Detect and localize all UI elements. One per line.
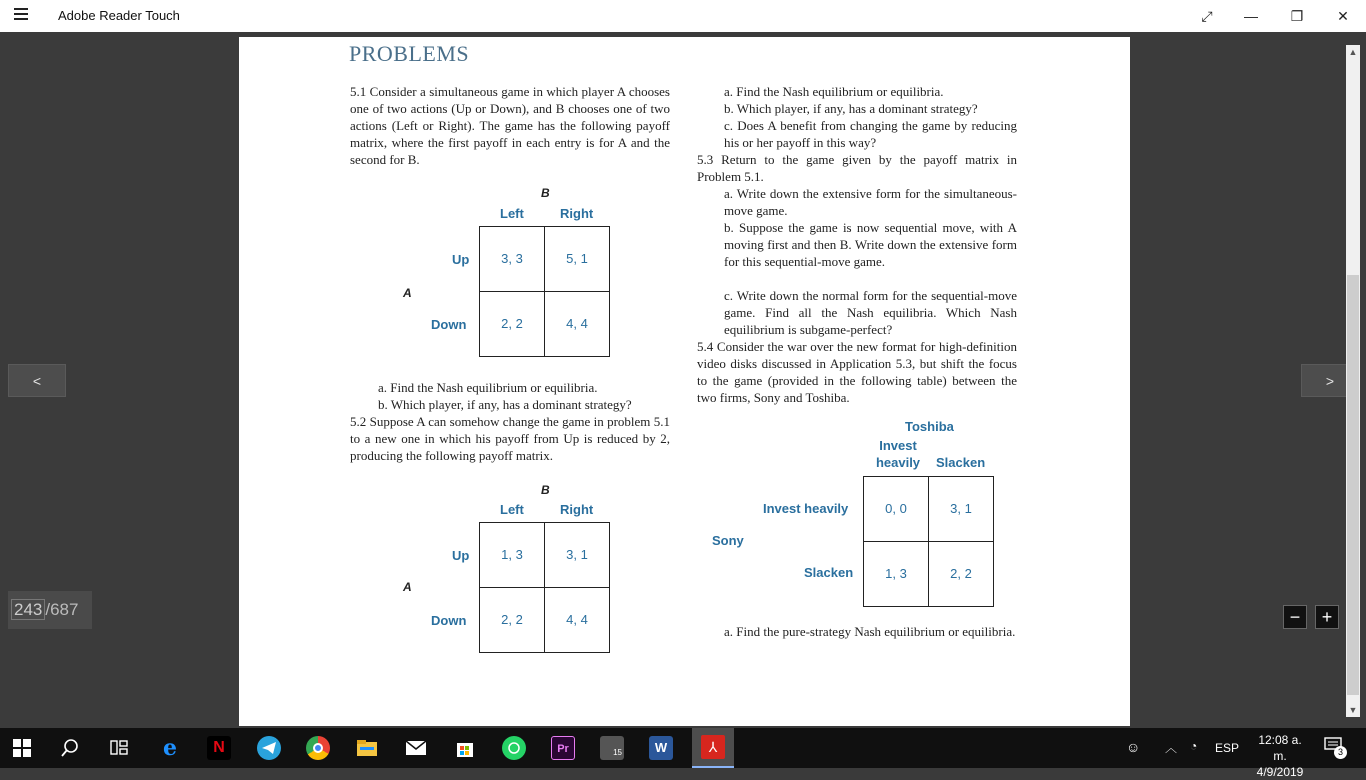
windows-start-icon[interactable]: [10, 736, 34, 760]
hamburger-menu-icon[interactable]: [14, 8, 28, 22]
minimize-button[interactable]: —: [1244, 8, 1258, 24]
restore-button[interactable]: ❐: [1290, 8, 1304, 24]
telegram-icon[interactable]: [257, 736, 281, 760]
matrix2-cell: 4, 4: [544, 587, 610, 653]
chrome-icon[interactable]: [306, 736, 330, 760]
problem-5-3-b: b. Suppose the game is now sequential move, with A moving first and then B. Write down the extensive form for this sequential-move game.: [724, 220, 1017, 269]
matrix1-col-right: Right: [560, 206, 594, 221]
problem-5-1-b: b. Which player, if any, has a dominant strategy?: [378, 397, 632, 412]
mail-icon[interactable]: [404, 736, 428, 760]
matrix2-cell: 1, 3: [479, 522, 545, 588]
problem-5-1-a: a. Find the Nash equilibrium or equilibria.: [378, 380, 598, 395]
clock-time: 12:08 a. m.: [1258, 733, 1302, 763]
scroll-down-icon[interactable]: ▼: [1348, 705, 1358, 715]
scrollbar-thumb[interactable]: [1347, 275, 1359, 695]
input-language[interactable]: ESP: [1215, 741, 1240, 755]
previous-page-button[interactable]: <: [8, 364, 66, 397]
premiere-icon[interactable]: Pr: [551, 736, 575, 760]
total-pages: /687: [45, 600, 79, 619]
netflix-icon[interactable]: N: [207, 736, 231, 760]
fullscreen-icon[interactable]: ⤢: [1201, 8, 1213, 24]
matrix3-cell: 3, 1: [928, 476, 994, 542]
matrix2-col-player: B: [541, 483, 550, 497]
task-view-icon[interactable]: [107, 736, 131, 760]
problem-5-3-a: a. Write down the extensive form for the simultaneous-move game.: [724, 186, 1017, 218]
matrix2-row-down: Down: [431, 613, 467, 628]
matrix2-col-left: Left: [500, 502, 524, 517]
zoom-in-button[interactable]: +: [1315, 605, 1339, 629]
clock-date: 4/9/2019: [1256, 765, 1304, 779]
taskbar: [0, 728, 1366, 779]
matrix3-col-invest: Invest heavily: [875, 438, 921, 470]
matrix2-cell: 2, 2: [479, 587, 545, 653]
matrix1-row-up: Up: [452, 252, 470, 267]
file-explorer-icon[interactable]: [355, 736, 379, 760]
matrix1-cell: 2, 2: [479, 291, 545, 357]
problem-5-3-c: c. Write down the normal form for the sequential-move game. Find all the Nash equilibria. Which Nash equilibrium is subgame-perfect?: [724, 288, 1017, 337]
matrix3-cell: 0, 0: [863, 476, 929, 542]
matrix2-row-up: Up: [452, 548, 470, 563]
matrix1-cell: 4, 4: [544, 291, 610, 357]
vertical-scrollbar[interactable]: [1346, 45, 1360, 717]
matrix3-cell: 1, 3: [863, 541, 929, 607]
matrix2-cell: 3, 1: [544, 522, 610, 588]
acrobat-icon[interactable]: ⅄: [692, 728, 734, 768]
search-icon[interactable]: [58, 736, 82, 760]
store-icon[interactable]: [453, 736, 477, 760]
show-hidden-icons-icon[interactable]: ︿: [1165, 741, 1178, 755]
matrix3-col-slacken: Slacken: [936, 455, 986, 470]
close-button[interactable]: ✕: [1337, 8, 1349, 24]
title-bar: [0, 0, 1366, 32]
problem-5-4-a: a. Find the pure-strategy Nash equilibrium or equilibria.: [724, 624, 1016, 639]
matrix1-row-player: A: [403, 286, 412, 300]
page-counter: [8, 591, 92, 629]
matrix2-col-right: Right: [560, 502, 594, 517]
people-icon[interactable]: ☺: [1126, 739, 1141, 755]
matrix1-col-left: Left: [500, 206, 524, 221]
matrix3-col-player: Toshiba: [905, 419, 954, 434]
page-heading: PROBLEMS: [349, 41, 470, 66]
pdf-page: [239, 37, 1130, 726]
current-page-input[interactable]: 243: [11, 599, 45, 620]
matrix1-col-player: B: [541, 186, 550, 200]
matrix3-row-slacken: Slacken: [804, 565, 854, 580]
word-icon[interactable]: W: [649, 736, 673, 760]
app-title: Adobe Reader Touch: [58, 8, 180, 23]
calculator-icon[interactable]: 15: [600, 736, 624, 760]
matrix3-row-player: Sony: [712, 533, 744, 548]
scroll-up-icon[interactable]: ▲: [1348, 47, 1358, 57]
edge-icon[interactable]: e: [163, 735, 177, 761]
notification-center-icon[interactable]: [1324, 737, 1346, 759]
matrix3-row-invest: Invest heavily: [763, 501, 849, 516]
problem-5-2-text: 5.2 Suppose A can somehow change the game in problem 5.1 to a new one in which his payoff from Up is reduced by 2, producing the following payoff matrix.: [350, 414, 670, 463]
matrix1-cell: 3, 3: [479, 226, 545, 292]
problem-5-2-c: c. Does A benefit from changing the game by reducing his or her payoff in this way?: [724, 118, 1017, 150]
problem-5-3-text: 5.3 Return to the game given by the payoff matrix in Problem 5.1.: [697, 152, 1017, 184]
problem-5-2-b: b. Which player, if any, has a dominant strategy?: [724, 101, 978, 116]
matrix1-row-down: Down: [431, 317, 467, 332]
matrix2-row-player: A: [403, 580, 412, 594]
notification-count-badge: 3: [1334, 746, 1347, 759]
zoom-out-button[interactable]: −: [1283, 605, 1307, 629]
next-page-button[interactable]: >: [1301, 364, 1359, 397]
matrix1-cell: 5, 1: [544, 226, 610, 292]
clock[interactable]: [1251, 732, 1309, 780]
problem-5-4-text: 5.4 Consider the war over the new format for high-definition video disks discussed in Application 5.3, but shift the focus to the game (provided in the following table) between the two firms, Sony and Toshiba.: [697, 339, 1017, 405]
problem-5-2-a: a. Find the Nash equilibrium or equilibria.: [724, 84, 944, 99]
wifi-icon[interactable]: ◔: [1190, 739, 1198, 753]
problem-5-1-text: 5.1 Consider a simultaneous game in which player A chooses one of two actions (Up or Down), and B chooses one of two actions (Left or Right). The game has the following payoff matrix, where the first payoff in each entry is for A and the second for B.: [350, 84, 670, 167]
matrix3-cell: 2, 2: [928, 541, 994, 607]
whatsapp-icon[interactable]: [502, 736, 526, 760]
